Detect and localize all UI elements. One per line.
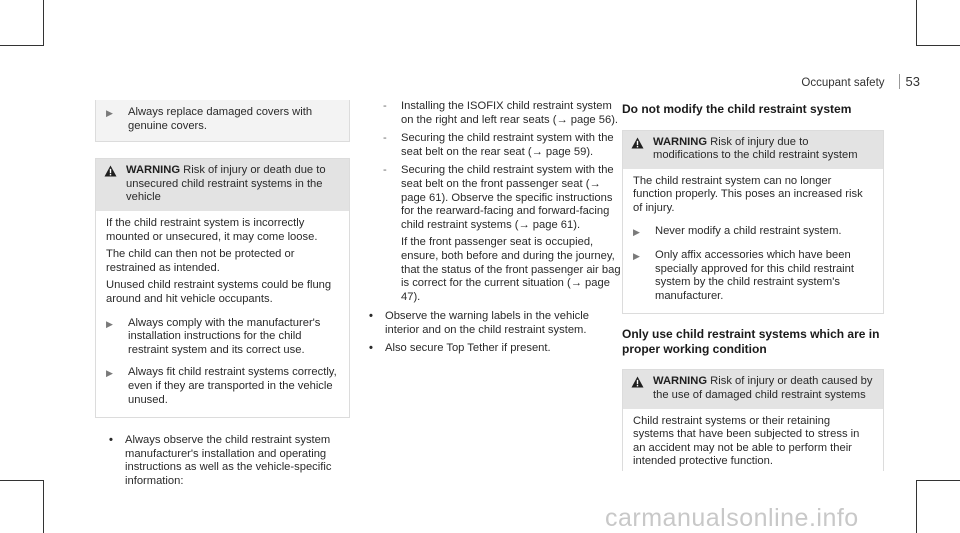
warning-triangle-icon — [631, 136, 653, 163]
triangle-right-icon: ▶ — [106, 368, 113, 379]
sub-item: - Securing the child restraint system with the seat belt on the front passenger seat (→ page 61). Observe the specific instructions for the rearward-facing and forward-facing child restraint systems (→ page 61). If the front passenger seat is occupied, ensure, both before and during the journey, that the status of the front passenger air bag is correct for the current situation (→ page 47). — [369, 164, 624, 304]
crop-mark — [916, 480, 917, 533]
crop-mark — [43, 480, 44, 533]
column-middle — [369, 100, 624, 355]
column-right — [622, 100, 884, 471]
sub-item-continued: If the front passenger seat is occupied, ensure, both before and during the journey, that the status of the front passenger air bag is correct for the current situation (→ page 47). — [401, 236, 621, 303]
instruction-item: ▶ Always fit child restraint systems correctly, even if they are transported in the vehicle unused. — [106, 366, 337, 406]
section-heading: Do not modify the child restraint system — [622, 102, 852, 116]
bullet-icon: • — [369, 341, 373, 354]
watermark: carmanualsonline.info — [605, 504, 859, 532]
warning-paragraph: The child can then not be protected or restrained as intended. — [106, 248, 295, 274]
section-title: Occupant safety — [801, 77, 885, 89]
triangle-right-icon: ▶ — [633, 251, 640, 262]
sub-item: - Installing the ISOFIX child restraint system on the right and left rear seats (→ page 56). — [383, 100, 619, 126]
page-number: 53 — [899, 74, 920, 89]
warning-paragraph: Unused child restraint systems could be flung around and hit vehicle occupants. — [106, 279, 332, 305]
warning-label: WARNING — [653, 135, 708, 148]
triangle-right-icon: ▶ — [633, 227, 640, 238]
dash-icon: - — [383, 100, 387, 112]
bullet-item: • Always observe the child restraint system manufacturer's installation and operating instructions as well as the vehicle-specific information: — [109, 434, 332, 487]
warning-triangle-icon — [631, 375, 653, 402]
bullet-item: • Observe the warning labels in the vehicle interior and on the child restraint system. — [369, 310, 589, 336]
warning-title: Risk of injury or death due to unsecured child restraint systems in the vehicle — [126, 164, 326, 204]
warning-paragraph: If the child restraint system is incorrectly mounted or unsecured, it may come loose. — [106, 216, 318, 243]
warning-label: WARNING — [126, 164, 181, 177]
crop-mark — [916, 0, 917, 46]
triangle-right-icon: ▶ — [106, 318, 113, 329]
warning-triangle-icon — [104, 164, 126, 205]
warning-title: Risk of injury or death caused by the use of damaged child restraint systems — [653, 375, 873, 402]
crop-mark — [916, 480, 960, 481]
dash-icon: - — [383, 132, 387, 145]
warning-paragraph: Child restraint systems or their retaining systems that have been subjected to stress in an accident may not be able to perform their intended protective function. — [633, 414, 860, 468]
section-heading: Only use child restraint systems which are in proper working condition — [622, 327, 880, 356]
warning-paragraph: The child restraint system can no longer function properly. This poses an increased risk of injury. — [633, 174, 863, 214]
warning-box — [622, 130, 884, 315]
warning-label: WARNING — [653, 375, 708, 388]
crop-mark — [0, 480, 44, 481]
page-header — [801, 74, 920, 89]
tip-box — [95, 100, 350, 142]
triangle-right-icon: ▶ — [106, 108, 113, 118]
column-left — [95, 100, 350, 488]
bullet-icon: • — [369, 310, 373, 323]
tip-text: Always replace damaged covers with genuine covers. — [128, 106, 313, 132]
warning-box — [95, 158, 350, 418]
sub-item: - Securing the child restraint system with the seat belt on the rear seat (→ page 59). — [383, 132, 614, 158]
instruction-item: ▶ Never modify a child restraint system. — [633, 225, 873, 240]
crop-mark — [916, 45, 960, 46]
bullet-item: • Also secure Top Tether if present. — [369, 341, 551, 354]
crop-mark — [43, 0, 44, 46]
warning-box — [622, 369, 884, 471]
dash-icon: - — [383, 164, 387, 177]
crop-mark — [0, 45, 44, 46]
bullet-icon: • — [109, 434, 113, 447]
instruction-item: ▶ Always comply with the manufacturer's installation instructions for the child restraint system and its correct use. — [106, 316, 321, 356]
instruction-item: ▶ Only affix accessories which have been specially approved for this child restraint system by the child restraint system's manufacturer. — [633, 249, 854, 302]
warning-title: Risk of injury due to modifications to the child restraint system — [653, 135, 858, 162]
